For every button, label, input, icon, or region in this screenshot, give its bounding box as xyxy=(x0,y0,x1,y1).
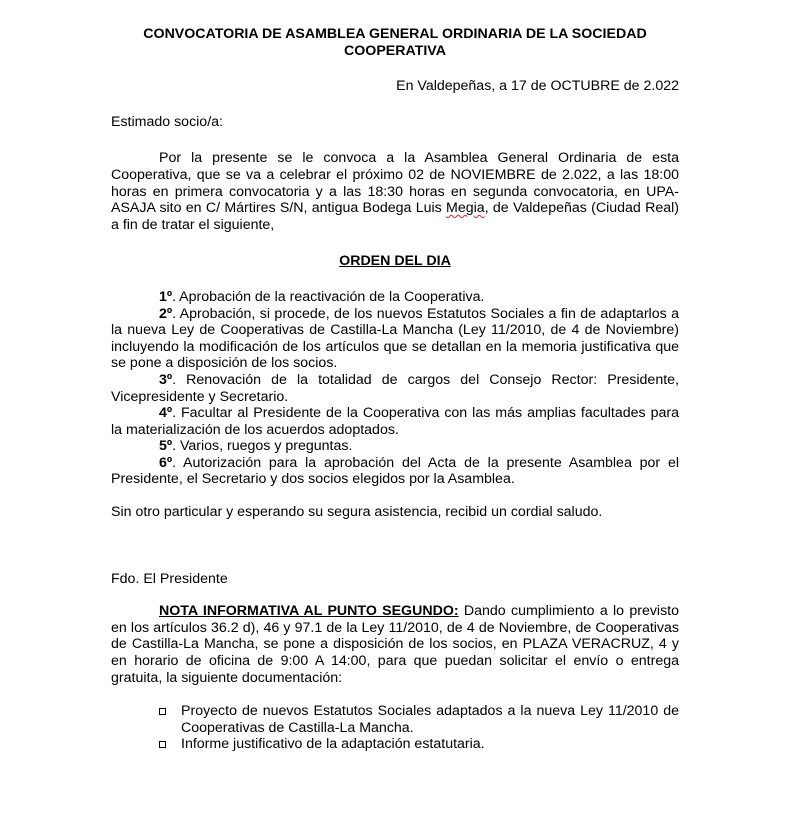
orden-item-number: 5º xyxy=(159,438,173,455)
orden-item-1 xyxy=(111,289,679,306)
signature-line: Fdo. El Presidente xyxy=(111,570,228,587)
orden-item-number: 1º xyxy=(159,288,173,305)
orden-item-number: 6º xyxy=(159,454,173,471)
square-bullet-icon xyxy=(159,708,166,715)
orden-item-6 xyxy=(111,455,679,488)
orden-item-text: . Renovación de la totalidad de cargos del Consejo Rector: Presidente, Vicepresidente y Secretario. xyxy=(111,371,679,405)
nota-informativa xyxy=(111,603,679,686)
document-title: CONVOCATORIA DE ASAMBLEA GENERAL ORDINARIA DE LA SOCIEDAD COOPERATIVA xyxy=(143,26,647,59)
intro-text-start: Por la presente se le convoca a la Asamblea General Ordinaria de esta Cooperativa, que se va a celebrar el próximo 02 de NOVIEMBRE de 2.022, a las 18:00 horas en primera convocatoria y a las 18:30 horas en segunda convocatoria, en UPA-ASAJA sito en C/ Mártires S/N, antigua Bodega Luis xyxy=(111,150,679,217)
orden-del-dia-list xyxy=(111,289,679,488)
orden-item-2 xyxy=(111,306,679,372)
greeting: Estimado socio/a: xyxy=(111,113,223,130)
orden-item-text: . Aprobación de la reactivación de la Cooperativa. xyxy=(172,288,485,305)
documentation-item-text: Proyecto de nuevos Estatutos Sociales adaptados a la nueva Ley 11/2010 de Cooperativas de Castilla-La Mancha. xyxy=(181,703,679,736)
orden-item-4 xyxy=(111,405,679,438)
document-page xyxy=(111,26,679,753)
date-line: En Valdepeñas, a 17 de OCTUBRE de 2.022 xyxy=(396,78,679,95)
orden-item-text: . Aprobación, si procede, de los nuevos Estatutos Sociales a fin de adaptarlos a la nueva Ley de Cooperativas de Castilla-La Mancha (Ley 11/2010, de 4 de Noviembre) incluyendo la modificación de los artículos que se detallan en la memoria justificativa que se pone a disposición de los socios. xyxy=(111,305,679,372)
nota-text: Dando cumplimiento a lo previsto en los artículos 36.2 d), 46 y 97.1 de la Ley 11/2010, de 4 de Noviembre, de Cooperativas de Castilla-La Mancha, se pone a disposición de los socios, en PLAZA VERACRUZ, 4 y en horario de oficina de 9:00 A 14:00, para que puedan solicitar el envío o entrega gratuita, la siguiente documentación: xyxy=(111,603,679,686)
orden-del-dia-heading: ORDEN DEL DIA xyxy=(339,253,451,270)
spellcheck-flagged-word: Megia xyxy=(446,200,485,217)
documentation-item-2 xyxy=(157,736,679,753)
documentation-item-text: Informe justificativo de la adaptación estatutaria. xyxy=(181,736,485,753)
orden-item-number: 2º xyxy=(159,305,173,322)
intro-text-end: , de Valdepeñas (Ciudad Real) a fin de tratar el siguiente, xyxy=(111,200,679,233)
orden-item-3 xyxy=(111,372,679,405)
orden-item-5 xyxy=(111,438,679,455)
orden-item-text: . Facultar al Presidente de la Cooperativa con las más amplias facultades para la materialización de los acuerdos adoptados. xyxy=(111,405,679,438)
orden-item-number: 4º xyxy=(159,405,173,422)
intro-paragraph xyxy=(111,150,679,233)
orden-item-text: . Autorización para la aprobación del Acta de la presente Asamblea por el Presidente, el Secretario y dos socios elegidos por la Asamblea. xyxy=(111,454,679,488)
nota-heading: NOTA INFORMATIVA AL PUNTO SEGUNDO: xyxy=(159,603,459,620)
closing-line: Sin otro particular y esperando su segura asistencia, recibid un cordial saludo. xyxy=(111,504,603,521)
documentation-item-1 xyxy=(157,703,679,736)
orden-item-number: 3º xyxy=(159,371,173,388)
orden-item-text: . Varios, ruegos y preguntas. xyxy=(172,438,353,455)
square-bullet-icon xyxy=(159,741,166,748)
documentation-list xyxy=(111,703,679,753)
